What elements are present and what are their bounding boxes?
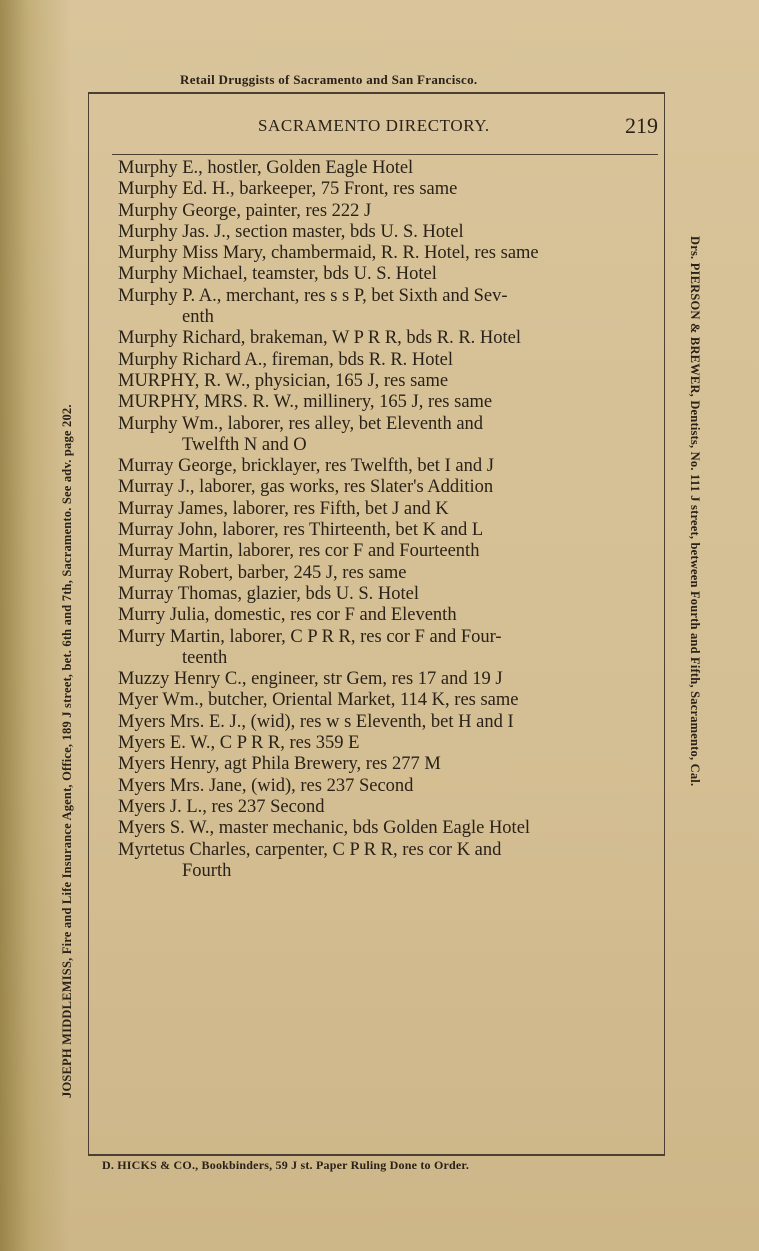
entry-line: Myers S. W., master mechanic, bds Golden Eagle Hotel [118, 818, 531, 839]
page-header [112, 113, 660, 140]
entry-line: MURPHY, R. W., physician, 165 J, res same [118, 370, 449, 391]
entry-line: Murphy Richard A., fireman, bds R. R. Hotel [118, 349, 454, 370]
directory-entry [118, 286, 638, 329]
directory-entry [118, 499, 638, 520]
directory-entry [118, 733, 638, 754]
entry-line: Murray John, laborer, res Thirteenth, bet K and L [118, 520, 484, 541]
entry-line: Murray James, laborer, res Fifth, bet J and K [118, 498, 449, 519]
entry-line: Murphy George, painter, res 222 J [118, 200, 372, 221]
entry-line: Murphy Wm., laborer, res alley, bet Eleventh and [118, 413, 484, 434]
entry-line: MURPHY, MRS. R. W., millinery, 165 J, res same [118, 392, 493, 413]
right-margin-advertisement: Drs. PIERSON & BREWER, Dentists, No. 111 J street, between Fourth and Fifth, Sacramento, Cal. [688, 236, 702, 787]
directory-entry [118, 690, 638, 711]
entry-continuation: Twelfth N and O [182, 434, 307, 455]
directory-entry [118, 222, 638, 243]
directory-entry [118, 584, 638, 605]
entry-line: Murray J., laborer, gas works, res Slater's Addition [118, 477, 494, 498]
entry-line: Myers Mrs. Jane, (wid), res 237 Second [118, 775, 414, 796]
directory-entry [118, 712, 638, 733]
entry-line: Myers E. W., C P R R, res 359 E [118, 733, 360, 754]
directory-entry [118, 541, 638, 562]
entry-line: Murphy P. A., merchant, res s s P, bet Sixth and Sev- [118, 285, 508, 306]
bottom-advertisement: D. HICKS & CO., Bookbinders, 59 J st. Paper Ruling Done to Order. [102, 1158, 470, 1172]
directory-entries [118, 158, 638, 882]
directory-entry [118, 776, 638, 797]
directory-entry [118, 179, 638, 200]
directory-entry [118, 563, 638, 584]
entry-line: Murry Julia, domestic, res cor F and Eleventh [118, 605, 457, 626]
running-title: SACRAMENTO DIRECTORY. [258, 116, 490, 135]
entry-line: Murphy E., hostler, Golden Eagle Hotel [118, 158, 414, 178]
entry-line: Myers Mrs. E. J., (wid), res w s Eleventh, bet H and I [118, 711, 514, 732]
directory-entry [118, 797, 638, 818]
directory-entry [118, 264, 638, 285]
entry-line: Myrtetus Charles, carpenter, C P R R, res cor K and [118, 839, 502, 860]
entry-line: Myers J. L., res 237 Second [118, 796, 325, 817]
entry-line: Murry Martin, laborer, C P R R, res cor F and Four- [118, 626, 502, 647]
directory-entry [118, 605, 638, 626]
directory-entry [118, 627, 638, 670]
entry-line: Murphy Michael, teamster, bds U. S. Hotel [118, 264, 437, 285]
directory-entry [118, 520, 638, 541]
directory-entry [118, 840, 638, 883]
directory-entry [118, 201, 638, 222]
directory-entry [118, 158, 638, 179]
entry-line: Myer Wm., butcher, Oriental Market, 114 K, res same [118, 690, 519, 711]
entry-line: Muzzy Henry C., engineer, str Gem, res 17 and 19 J [118, 669, 503, 690]
entry-line: Murphy Richard, brakeman, W P R R, bds R. R. Hotel [118, 328, 522, 349]
directory-entry [118, 328, 638, 349]
page-number: 219 [625, 113, 658, 138]
entry-continuation: Fourth [182, 860, 232, 881]
directory-entry [118, 456, 638, 477]
directory-entry [118, 818, 638, 839]
entry-line: Murphy Miss Mary, chambermaid, R. R. Hotel, res same [118, 243, 539, 264]
entry-line: Murray George, bricklayer, res Twelfth, bet I and J [118, 456, 494, 477]
directory-entry [118, 414, 638, 457]
directory-entry [118, 392, 638, 413]
directory-entry [118, 243, 638, 264]
directory-entry [118, 669, 638, 690]
entry-continuation: enth [182, 307, 214, 328]
directory-entry [118, 371, 638, 392]
entry-line: Murray Thomas, glazier, bds U. S. Hotel [118, 583, 420, 604]
entry-line: Murray Martin, laborer, res cor F and Fourteenth [118, 541, 480, 562]
header-rule [112, 154, 658, 155]
left-margin-advertisement: JOSEPH MIDDLEMISS, Fire and Life Insurance Agent, Office, 189 J street, bet. 6th and 7th, Sacramento. See adv. page 202. [60, 404, 74, 1098]
entry-continuation: teenth [182, 647, 228, 668]
entry-line: Murphy Ed. H., barkeeper, 75 Front, res same [118, 179, 458, 200]
entry-line: Myers Henry, agt Phila Brewery, res 277 M [118, 754, 441, 775]
entry-line: Murphy Jas. J., section master, bds U. S. Hotel [118, 221, 464, 242]
entry-line: Murray Robert, barber, 245 J, res same [118, 562, 407, 583]
directory-entry [118, 350, 638, 371]
top-advertisement: Retail Druggists of Sacramento and San Francisco. [180, 72, 478, 87]
directory-entry [118, 754, 638, 775]
directory-entry [118, 477, 638, 498]
